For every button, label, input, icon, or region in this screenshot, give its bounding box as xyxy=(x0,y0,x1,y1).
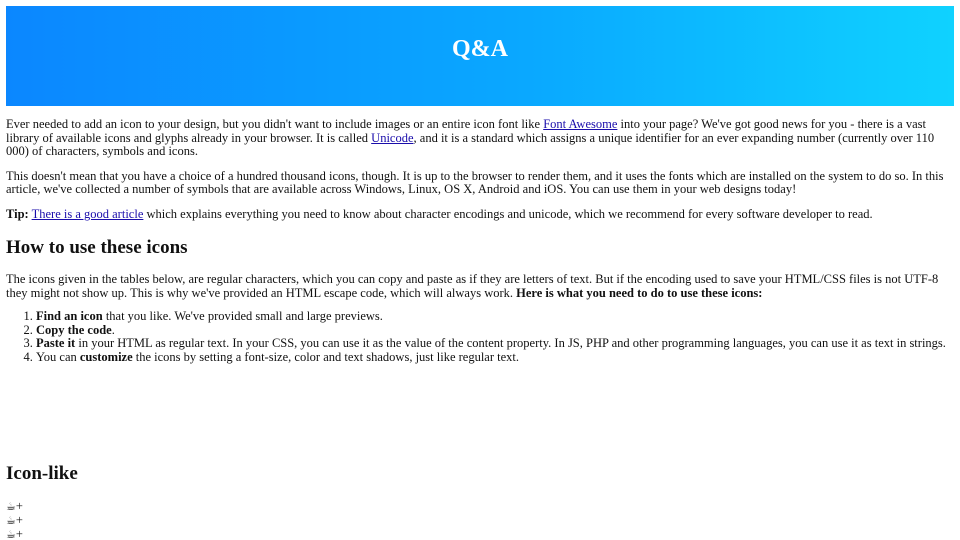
font-awesome-link[interactable]: Font Awesome xyxy=(543,117,618,131)
iconlike-heading: Icon-like xyxy=(6,463,78,484)
tip-text: which explains everything you need to know about character encodings and unicode, which we recommend for every software developer to read. xyxy=(143,206,873,221)
step-text: the icons by setting a font-size, color and text shadows, just like regular text. xyxy=(132,349,520,364)
unicode-link[interactable]: Unicode xyxy=(371,130,414,145)
intro-paragraph-2: This doesn't mean that you have a choice of a hundred thousand icons, though. It is up to the browser to render them, and it uses the fonts which are installed on the system to do so. In this article, we've collected a number of symbols that are available across Windows, Linux, OS X, Android and iOS. You can use them in your web designs today! xyxy=(6,168,944,197)
page-title: Q&A xyxy=(452,36,508,62)
hero-banner xyxy=(6,6,954,106)
intro-text-1: Ever needed to add an icon to your design, but you didn't want to include images or an entire icon font like xyxy=(6,117,544,131)
list-item xyxy=(36,310,954,324)
howto-paragraph xyxy=(6,273,954,300)
step-text: . xyxy=(111,322,115,337)
coffee-cup-icon: ☕ xyxy=(6,500,16,513)
step-bold: Find an icon xyxy=(36,309,103,324)
tip-label: Tip: xyxy=(6,206,29,221)
intro-paragraph-1 xyxy=(6,118,954,159)
list-item xyxy=(36,351,954,365)
step-bold: Paste it xyxy=(36,336,76,351)
coffee-cup-icon: ☕ xyxy=(6,514,16,527)
icon-suffix: + xyxy=(15,513,23,527)
step-text: in your HTML as regular text. In your CSS, you can use it as the value of the content property. In JS, PHP and other programming languages, you can use it as text in strings. xyxy=(75,336,946,351)
good-article-link[interactable]: There is a good article xyxy=(31,206,144,221)
icon-suffix: + xyxy=(15,527,23,540)
icon-suffix: + xyxy=(15,499,23,513)
howto-section xyxy=(6,273,954,365)
list-item xyxy=(36,337,954,351)
intro-section xyxy=(6,118,954,222)
icon-row xyxy=(6,499,23,513)
step-bold: Copy the code xyxy=(36,322,112,337)
step-prefix: You can xyxy=(36,349,80,364)
step-text: that you like. We've provided small and large previews. xyxy=(102,309,383,324)
intro-text-2: into your page? We've got good news for you - there is a vast library of available icons and glyphs already in your browser. It is called xyxy=(6,117,926,145)
howto-text: The icons given in the tables below, are regular characters, which you can copy and paste as if they are letters of text. But if the encoding used to save your HTML/CSS files is not UTF-8 they might not show up. This is why we've provided an HTML escape code, which will always work. xyxy=(6,272,939,300)
howto-text-bold: Here is what you need to do to use these icons: xyxy=(516,285,763,300)
tip-paragraph xyxy=(6,208,954,222)
step-bold: customize xyxy=(79,349,133,364)
howto-heading: How to use these icons xyxy=(6,237,188,258)
coffee-cup-icon: ☕ xyxy=(6,528,16,540)
icon-list xyxy=(6,499,23,540)
intro-text-3: , and it is a standard which assigns a unique identifier for an ever expanding number (currently over 110 000) of characters, symbols and icons. xyxy=(6,130,935,159)
howto-steps-list xyxy=(6,310,954,364)
list-item xyxy=(36,324,954,338)
icon-row xyxy=(6,527,23,540)
icon-row xyxy=(6,513,23,527)
